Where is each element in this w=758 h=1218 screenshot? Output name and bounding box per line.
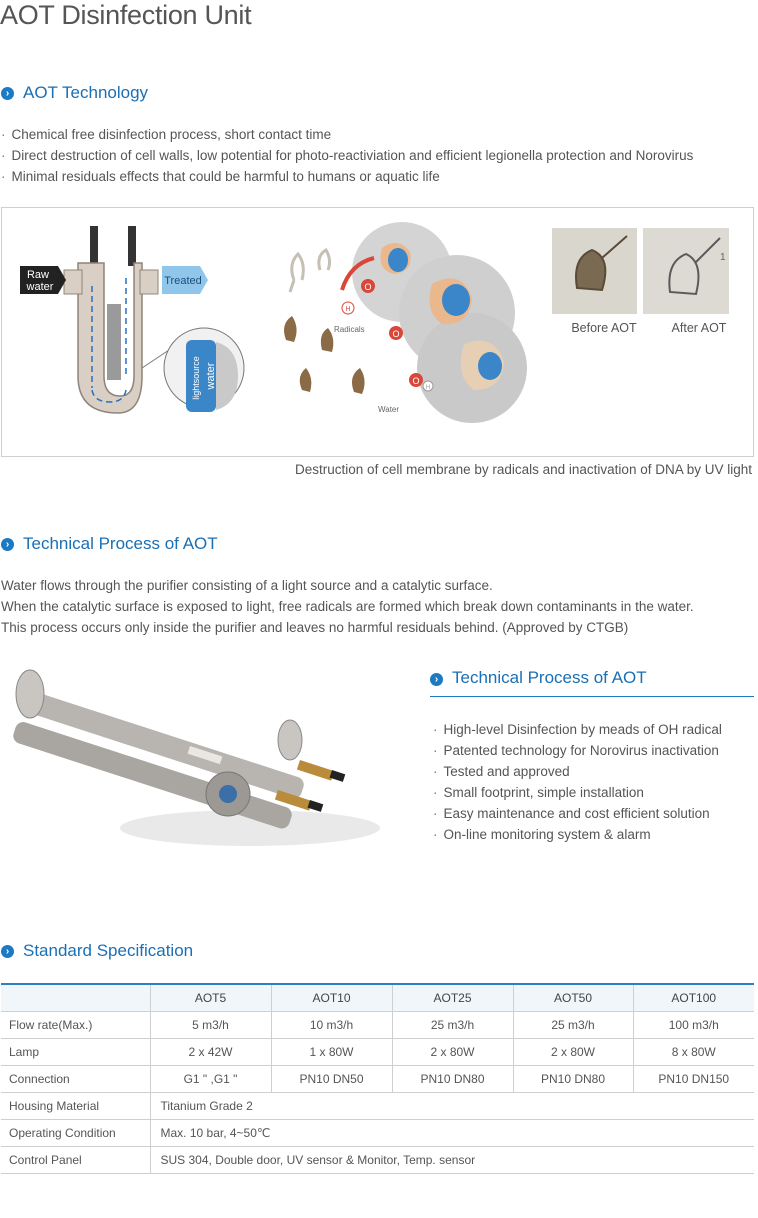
section-arrow-icon: › — [1, 945, 14, 958]
row-label: Lamp — [1, 1039, 150, 1066]
table-cell: 2 x 80W — [392, 1039, 513, 1066]
table-row — [1, 1039, 754, 1066]
table-cell: 5 m3/h — [150, 1012, 271, 1039]
row-label: Housing Material — [1, 1093, 150, 1120]
column-header: AOT25 — [392, 984, 513, 1012]
column-header: AOT5 — [150, 984, 271, 1012]
table-cell: Max. 10 bar, 4~50℃ — [150, 1120, 754, 1147]
before-aot-label: Before AOT — [571, 321, 637, 335]
radical-h-2: H — [425, 385, 431, 391]
column-header: AOT10 — [271, 984, 392, 1012]
list-item: · High-level Disinfection by meads of OH radical — [433, 719, 722, 740]
water-label: water — [205, 362, 217, 390]
row-label: Flow rate(Max.) — [1, 1012, 150, 1039]
section-heading-technical-process — [1, 534, 218, 554]
table-cell: 1 x 80W — [271, 1039, 392, 1066]
treated-label: Treated — [164, 275, 202, 287]
section-title: Standard Specification — [23, 941, 194, 960]
radical-symbol-2: O — [392, 329, 400, 339]
list-item: · Tested and approved — [433, 761, 722, 782]
section-heading-standard-specification — [1, 941, 193, 961]
aot-diagram-figure — [1, 207, 754, 457]
row-label: Connection — [1, 1066, 150, 1093]
table-cell: SUS 304, Double door, UV sensor & Monitor, Temp. sensor — [150, 1147, 754, 1174]
table-cell: PN10 DN80 — [513, 1066, 633, 1093]
section-arrow-icon: › — [1, 538, 14, 551]
table-cell: PN10 DN80 — [392, 1066, 513, 1093]
table-cell: 25 m3/h — [513, 1012, 633, 1039]
list-item: · Minimal residuals effects that could be harmful to humans or aquatic life — [1, 166, 693, 187]
paragraph-line: When the catalytic surface is exposed to light, free radicals are formed which break down contaminants in the water. — [1, 599, 694, 614]
table-cell: 100 m3/h — [633, 1012, 754, 1039]
column-header — [1, 984, 150, 1012]
table-cell: 2 x 80W — [513, 1039, 633, 1066]
table-row — [1, 1093, 754, 1120]
radicals-label: Radicals — [334, 325, 365, 334]
section-title: Technical Process of AOT — [23, 534, 218, 553]
table-row — [1, 1012, 754, 1039]
table-cell: PN10 DN150 — [633, 1066, 754, 1093]
paragraph-line: This process occurs only inside the purifier and leaves no harmful residuals behind. (Approved by CTGB) — [1, 620, 629, 635]
section-title: AOT Technology — [23, 83, 149, 102]
table-row — [1, 1120, 754, 1147]
table-cell: 8 x 80W — [633, 1039, 754, 1066]
table-cell: 10 m3/h — [271, 1012, 392, 1039]
row-label: Control Panel — [1, 1147, 150, 1174]
row-label: Operating Condition — [1, 1120, 150, 1147]
side-feature-bullets — [433, 719, 722, 845]
aot-diagram — [2, 208, 753, 456]
specification-table — [1, 983, 754, 1174]
section-heading-aot-technology — [1, 83, 148, 103]
section-title: Technical Process of AOT — [452, 668, 647, 687]
list-item: · Patented technology for Norovirus inactivation — [433, 740, 722, 761]
side-heading-technical-process — [430, 668, 754, 697]
figure-caption: Destruction of cell membrane by radicals and inactivation of DNA by UV light — [295, 462, 752, 477]
table-cell: PN10 DN50 — [271, 1066, 392, 1093]
column-header: AOT100 — [633, 984, 754, 1012]
radical-h-1: H — [345, 306, 351, 313]
radical-symbol-1: O — [364, 282, 372, 292]
technical-process-paragraph — [1, 575, 694, 638]
aot-technology-bullets — [1, 124, 693, 187]
table-cell: 2 x 42W — [150, 1039, 271, 1066]
table-row — [1, 1066, 754, 1093]
table-row — [1, 1147, 754, 1174]
radical-symbol-3: O — [412, 376, 420, 386]
raw-water-label-1: Raw — [26, 269, 50, 281]
list-item: · On-line monitoring system & alarm — [433, 824, 722, 845]
table-header-row — [1, 984, 754, 1012]
column-header: AOT50 — [513, 984, 633, 1012]
paragraph-line: Water flows through the purifier consisting of a light source and a catalytic surface. — [1, 578, 493, 593]
raw-water-label-2: water — [26, 281, 54, 293]
aot-unit-product-image — [0, 660, 390, 860]
table-cell: G1 " ,G1 " — [150, 1066, 271, 1093]
table-cell: 25 m3/h — [392, 1012, 513, 1039]
list-item: · Small footprint, simple installation — [433, 782, 722, 803]
section-arrow-icon: › — [430, 673, 443, 686]
list-item: · Easy maintenance and cost efficient solution — [433, 803, 722, 824]
list-item: · Direct destruction of cell walls, low potential for photo-reactiviation and efficient legionella protection and Norovirus — [1, 145, 693, 166]
list-item: · Chemical free disinfection process, short contact time — [1, 124, 693, 145]
water-small-label: Water — [378, 405, 400, 414]
page-title: AOT Disinfection Unit — [0, 0, 252, 30]
section-arrow-icon: › — [1, 87, 14, 100]
table-cell: Titanium Grade 2 — [150, 1093, 754, 1120]
after-mark: 1 — [720, 252, 726, 263]
after-aot-label: After AOT — [671, 321, 727, 335]
lightsource-label: lightsource — [191, 356, 201, 400]
